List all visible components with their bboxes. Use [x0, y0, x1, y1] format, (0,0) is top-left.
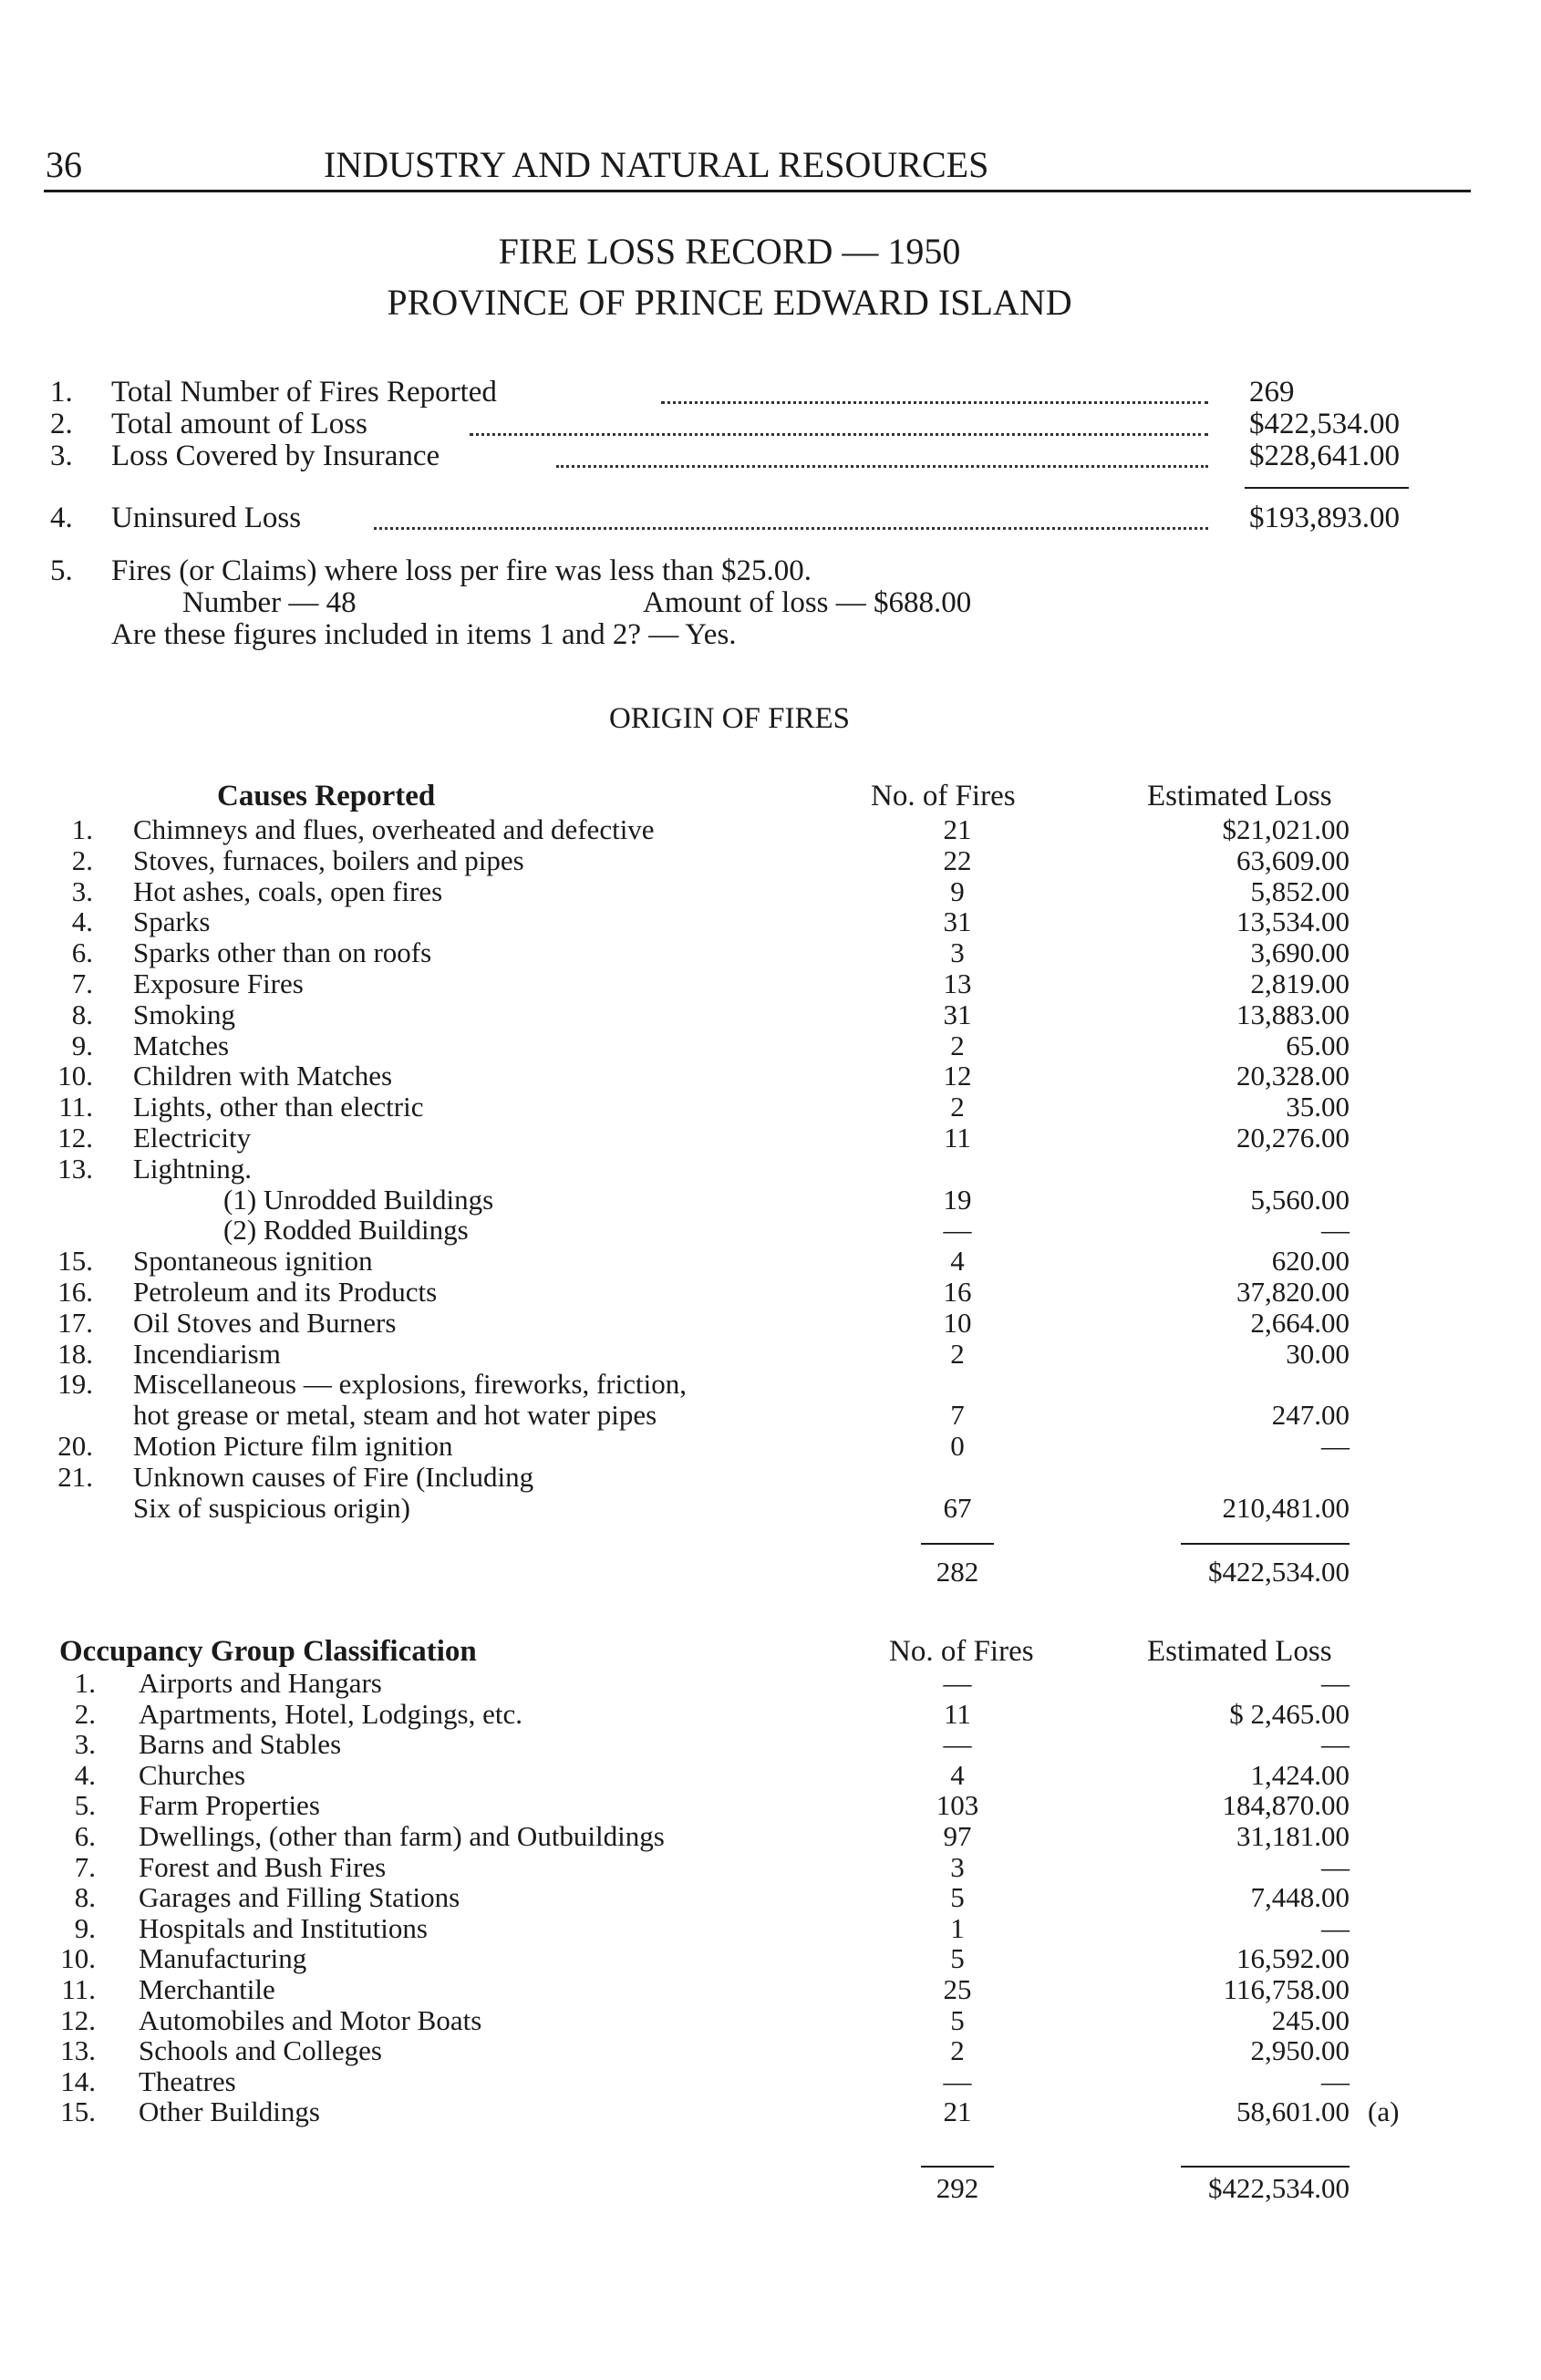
item5-line1: Fires (or Claims) where loss per fire was less than $25.00. [111, 554, 812, 587]
row-label: Apartments, Hotel, Lodgings, etc. [139, 1697, 522, 1730]
row-fires: 97 [943, 1820, 972, 1852]
summary-label: Loss Covered by Insurance [111, 440, 440, 472]
row-label: Schools and Colleges [139, 2034, 382, 2067]
total-rule [921, 1543, 994, 1545]
summary-value: 269 [1249, 376, 1295, 409]
row-loss: — [1321, 1214, 1350, 1247]
row-label: Merchantile [139, 1973, 275, 2005]
row-loss: 620.00 [1271, 1245, 1350, 1278]
row-fires: 4 [950, 1245, 965, 1278]
row-num: 7. [71, 968, 93, 999]
row-fires: 1 [950, 1911, 965, 1944]
leader-dots [661, 401, 1208, 404]
row-loss: 2,819.00 [1250, 968, 1350, 999]
row-fires: 2 [950, 1029, 965, 1061]
row-label: Exposure Fires [133, 968, 304, 999]
row-num: 8. [74, 1881, 96, 1914]
row-loss: — [1321, 1667, 1350, 1699]
row-loss: — [1321, 1728, 1350, 1761]
row-loss: $21,021.00 [1222, 813, 1350, 845]
row-loss: 247.00 [1271, 1399, 1350, 1432]
row-loss: 13,883.00 [1236, 998, 1350, 1030]
summary-label: Total amount of Loss [111, 408, 367, 440]
row-label: Chimneys and flues, overheated and defective [133, 813, 655, 845]
row-label: Theatres [139, 2064, 236, 2097]
row-label: Stoves, furnaces, boilers and pipes [133, 843, 524, 876]
row-num: 18. [57, 1337, 93, 1370]
row-num: 20. [57, 1430, 93, 1462]
row-loss: — [1321, 1850, 1350, 1883]
row-label: Forest and Bush Fires [139, 1850, 387, 1883]
row-fires: 2 [950, 2034, 965, 2067]
row-fires: 22 [943, 843, 972, 876]
row-fires: — [943, 1667, 972, 1699]
row-label: (2) Rodded Buildings [223, 1214, 469, 1247]
row-num: 13. [57, 1152, 93, 1185]
row-fires: 2 [950, 1337, 965, 1370]
running-title: INDUSTRY AND NATURAL RESOURCES [324, 144, 989, 185]
row-loss: 3,690.00 [1250, 936, 1350, 969]
row-loss: 184,870.00 [1222, 1789, 1350, 1822]
row-fires: — [943, 2064, 972, 2097]
row-num: 16. [57, 1276, 93, 1308]
row-fires: 11 [944, 1122, 971, 1154]
item5-amount: Amount of loss — $688.00 [643, 586, 972, 619]
row-fires: 11 [944, 1697, 971, 1730]
summary-label: Total Number of Fires Reported [111, 376, 497, 409]
row-loss: 1,424.00 [1250, 1758, 1350, 1791]
row-loss: 16,592.00 [1236, 1942, 1350, 1975]
row-label: Airports and Hangars [139, 1667, 382, 1699]
row-loss: 63,609.00 [1236, 843, 1350, 876]
row-num: 1. [74, 1667, 96, 1699]
row-num: 2. [71, 843, 93, 876]
col-causes-header: Causes Reported [217, 780, 436, 812]
occupancy-total-fires: 292 [936, 2172, 979, 2204]
row-num: 9. [74, 1911, 96, 1944]
row-fires: — [943, 1214, 972, 1247]
item5-number: Number — 48 [182, 586, 357, 619]
row-loss: — [1321, 1911, 1350, 1944]
row-loss: 7,448.00 [1250, 1881, 1350, 1914]
origin-total-loss: $422,534.00 [1208, 1556, 1350, 1588]
row-loss: 5,560.00 [1250, 1183, 1350, 1216]
col-occupancy-header: Occupancy Group Classification [59, 1635, 477, 1668]
row-label: Lights, other than electric [133, 1091, 424, 1123]
row-label: Six of suspicious origin) [133, 1491, 410, 1524]
row-num: 15. [60, 2095, 96, 2128]
leader-dots [374, 527, 1208, 530]
row-loss: 2,950.00 [1250, 2034, 1350, 2067]
header-rule [44, 190, 1471, 192]
row-label: Barns and Stables [139, 1728, 342, 1761]
summary-num: 3. [50, 440, 73, 472]
row-num: 1. [71, 813, 93, 845]
row-fires: 25 [943, 1973, 972, 2005]
row-fires: 103 [936, 1789, 979, 1822]
row-loss: 20,276.00 [1236, 1122, 1350, 1154]
row-loss: 37,820.00 [1236, 1276, 1350, 1308]
summary-label: Uninsured Loss [111, 502, 302, 534]
page-number: 36 [46, 144, 82, 185]
row-num: 15. [57, 1245, 93, 1278]
row-label: Manufacturing [139, 1942, 307, 1975]
row-num: 19. [57, 1368, 93, 1401]
row-num: 17. [57, 1306, 93, 1339]
origin-total-fires: 282 [936, 1556, 979, 1588]
row-label: Oil Stoves and Burners [133, 1306, 397, 1339]
row-num: 3. [71, 874, 93, 907]
row-label: Incendiarism [133, 1337, 281, 1370]
row-loss: 210,481.00 [1222, 1491, 1350, 1524]
col-fires-header: No. of Fires [889, 1635, 1034, 1668]
row-fires: 5 [950, 1881, 965, 1914]
summary-num: 2. [50, 408, 73, 440]
row-loss: $ 2,465.00 [1229, 1697, 1350, 1730]
item5-line3: Are these figures included in items 1 and 2? — Yes. [111, 618, 737, 651]
row-fires: 67 [943, 1491, 972, 1524]
row-num: 4. [74, 1758, 96, 1791]
row-num: 6. [71, 936, 93, 969]
leader-dots [470, 433, 1208, 436]
leader-dots [556, 465, 1208, 468]
row-label: Unknown causes of Fire (Including [133, 1460, 534, 1493]
row-num: 2. [74, 1697, 96, 1730]
row-fires: 5 [950, 2003, 965, 2036]
row-num: 21. [57, 1460, 93, 1493]
row-label: Children with Matches [133, 1060, 393, 1092]
sum-rule [1245, 487, 1409, 489]
row-fires: 12 [943, 1060, 972, 1092]
summary-num: 1. [50, 376, 73, 409]
row-num: 10. [57, 1060, 93, 1092]
row-num: 11. [61, 1973, 96, 2005]
row-fires: 16 [943, 1276, 972, 1308]
row-num: 8. [71, 998, 93, 1030]
row-fires: 31 [943, 905, 972, 938]
page-subtitle: PROVINCE OF PRINCE EDWARD ISLAND [387, 282, 1072, 323]
total-rule [1181, 2166, 1350, 2168]
row-fires: 0 [950, 1430, 965, 1462]
origin-heading: ORIGIN OF FIRES [608, 702, 851, 735]
row-label: hot grease or metal, steam and hot water pipes [133, 1399, 657, 1432]
row-loss: 116,758.00 [1223, 1973, 1350, 2005]
row-num: 3. [74, 1728, 96, 1761]
row-fires: — [943, 1728, 972, 1761]
row-num: 14. [60, 2064, 96, 2097]
row-fires: 31 [943, 998, 972, 1030]
row-fires: 21 [943, 2095, 972, 2128]
col-fires-header: No. of Fires [871, 780, 1016, 812]
row-fires: 21 [943, 813, 972, 845]
row-label: Garages and Filling Stations [139, 1881, 460, 1914]
row-label: Spontaneous ignition [133, 1245, 373, 1278]
row-loss: — [1321, 1430, 1350, 1462]
row-label: Petroleum and its Products [133, 1276, 438, 1308]
row-num: 9. [71, 1029, 93, 1061]
row-fires: 9 [950, 874, 965, 907]
row-label: Dwellings, (other than farm) and Outbuildings [139, 1820, 665, 1852]
row-label: Hot ashes, coals, open fires [133, 874, 443, 907]
row-loss: 65.00 [1286, 1029, 1350, 1061]
row-num: 11. [58, 1091, 93, 1123]
row-loss: 35.00 [1286, 1091, 1350, 1123]
row-num: 12. [60, 2003, 96, 2036]
row-note: (a) [1368, 2095, 1400, 2128]
row-label: Motion Picture film ignition [133, 1430, 453, 1462]
row-label: Hospitals and Institutions [139, 1911, 428, 1944]
row-label: Churches [139, 1758, 246, 1791]
total-rule [921, 2166, 994, 2168]
summary-num: 4. [50, 502, 73, 534]
row-loss: 20,328.00 [1236, 1060, 1350, 1092]
row-label: Automobiles and Motor Boats [139, 2003, 482, 2036]
row-num: 7. [74, 1850, 96, 1883]
row-num: 12. [57, 1122, 93, 1154]
row-fires: 7 [950, 1399, 965, 1432]
row-label: Miscellaneous — explosions, fireworks, friction, [133, 1368, 687, 1401]
occupancy-total-loss: $422,534.00 [1208, 2172, 1350, 2204]
row-loss: 245.00 [1271, 2003, 1350, 2036]
row-loss: 31,181.00 [1236, 1820, 1350, 1852]
row-label: Other Buildings [139, 2095, 320, 2128]
row-num: 10. [60, 1942, 96, 1975]
row-fires: 4 [950, 1758, 965, 1791]
row-label: Sparks other than on roofs [133, 936, 432, 969]
row-label: Matches [133, 1029, 230, 1061]
row-fires: 19 [943, 1183, 972, 1216]
page-title: FIRE LOSS RECORD — 1950 [498, 231, 961, 272]
row-label: Lightning. [133, 1152, 253, 1185]
row-loss: 2,664.00 [1250, 1306, 1350, 1339]
row-num: 6. [74, 1820, 96, 1852]
row-label: Farm Properties [139, 1789, 320, 1822]
row-loss: 30.00 [1286, 1337, 1350, 1370]
row-num: 4. [71, 905, 93, 938]
row-num: 5. [74, 1789, 96, 1822]
row-loss: 5,852.00 [1250, 874, 1350, 907]
row-num: 13. [60, 2034, 96, 2067]
row-loss: — [1321, 2064, 1350, 2097]
row-label: Sparks [133, 905, 211, 938]
row-loss: 13,534.00 [1236, 905, 1350, 938]
col-loss-header: Estimated Loss [1147, 1635, 1332, 1668]
row-fires: 2 [950, 1091, 965, 1123]
summary-value: $228,641.00 [1249, 440, 1400, 472]
item5-num: 5. [50, 554, 73, 587]
summary-value: $193,893.00 [1249, 502, 1400, 534]
row-fires: 5 [950, 1942, 965, 1975]
total-rule [1181, 1543, 1350, 1545]
summary-value: $422,534.00 [1249, 408, 1400, 440]
col-loss-header: Estimated Loss [1147, 780, 1332, 812]
row-label: Electricity [133, 1122, 252, 1154]
row-fires: 10 [943, 1306, 972, 1339]
row-fires: 13 [943, 968, 972, 999]
row-label: Smoking [133, 998, 235, 1030]
row-fires: 3 [950, 1850, 965, 1883]
row-label: (1) Unrodded Buildings [223, 1183, 494, 1216]
row-fires: 3 [950, 936, 965, 969]
row-loss: 58,601.00 [1236, 2095, 1350, 2128]
